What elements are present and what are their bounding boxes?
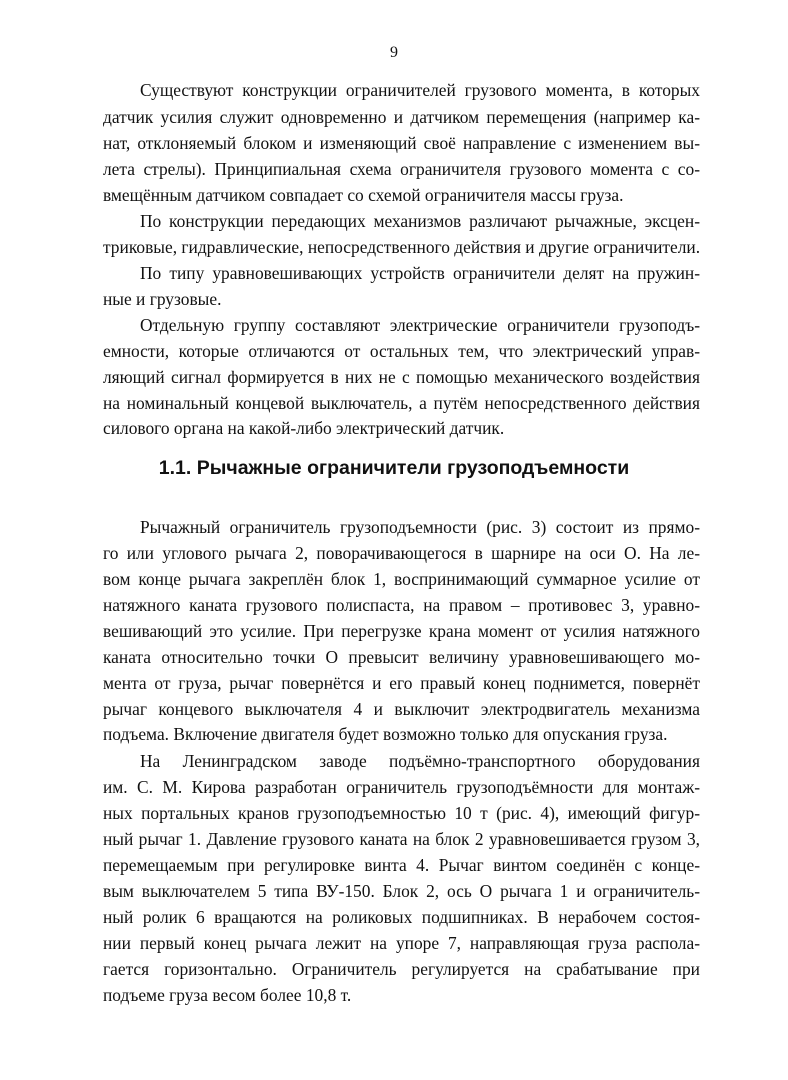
text-line: Рычажный ограничитель грузоподъемности (рис. 3) состоит из прямо-	[140, 517, 700, 537]
text-line: вым выключателем 5 типа ВУ-150. Блок 2, ось О рычага 1 и ограничитель-	[103, 881, 700, 901]
text-line: каната относительно точки О превысит величину уравновешивающего мо-	[103, 647, 700, 667]
text-line: ные и грузовые.	[103, 289, 222, 309]
text-line: ляющий сигнал формируется в них не с помощью механического воздействия	[103, 367, 700, 387]
text-line: подъеме груза весом более 10,8 т.	[103, 985, 352, 1005]
text-line: гается горизонтально. Ограничитель регулируется на срабатывание при	[103, 959, 700, 979]
text-line: Существуют конструкции ограничителей грузового момента, в которых	[140, 80, 700, 100]
page-number: 9	[390, 44, 398, 61]
text-line: лета стрелы). Принципиальная схема ограничителя грузового момента с со-	[103, 159, 700, 179]
text-line: датчик усилия служит одновременно и датчиком перемещения (например ка-	[103, 107, 700, 127]
text-line: На Ленинградском заводе подъёмно-транспортного оборудования	[140, 751, 700, 771]
text-line: Отдельную группу составляют электрические ограничители грузоподъ-	[140, 315, 700, 335]
text-line: По конструкции передающих механизмов различают рычажные, эксцен-	[140, 211, 700, 231]
text-line: го или углового рычага 2, поворачивающегося в шарнире на оси О. На ле-	[103, 543, 700, 563]
text-line: нии первый конец рычага лежит на упоре 7, направляющая груза распола-	[103, 933, 700, 953]
text-line: мента от груза, рычаг повернётся и его правый конец поднимется, повернёт	[103, 673, 700, 693]
text-line: По типу уравновешивающих устройств ограничители делят на пружин-	[140, 263, 700, 283]
text-line: рычаг концевого выключателя 4 и выключит электродвигатель механизма	[103, 699, 700, 719]
text-line: нат, отклоняемый блоком и изменяющий своё направление с изменением вы-	[103, 133, 700, 153]
text-line: вмещённым датчиком совпадает со схемой ограничителя массы груза.	[103, 185, 624, 205]
text-line: им. С. М. Кирова разработан ограничитель грузоподъёмности для монтаж-	[103, 777, 700, 797]
text-line: ных портальных кранов грузоподъемностью 10 т (рис. 4), имеющий фигур-	[103, 803, 700, 823]
text-line: на номинальный концевой выключатель, а путём непосредственного действия	[103, 393, 700, 413]
text-line: вешивающий это усилие. При перегрузке крана момент от усилия натяжного	[103, 621, 700, 641]
text-line: подъема. Включение двигателя будет возможно только для опускания груза.	[103, 724, 668, 744]
text-line: ный рычаг 1. Давление грузового каната на блок 2 уравновешивается грузом 3,	[103, 829, 700, 849]
text-line: силового органа на какой-либо электрический датчик.	[103, 418, 505, 438]
section-heading: 1.1. Рычажные ограничители грузоподъемности	[158, 457, 630, 479]
text-line: емности, которые отличаются от остальных тем, что электрический управ-	[103, 341, 700, 361]
text-line: натяжного каната грузового полиспаста, на правом – противовес 3, уравно-	[103, 595, 700, 615]
text-line: ный ролик 6 вращаются на роликовых подшипниках. В нерабочем состоя-	[103, 907, 700, 927]
text-line: вом конце рычага закреплён блок 1, воспринимающий суммарное усилие от	[103, 569, 700, 589]
text-line: триковые, гидравлические, непосредственного действия и другие ограничители.	[103, 237, 701, 257]
text-line: перемещаемым при регулировке винта 4. Рычаг винтом соединён с конце-	[103, 855, 700, 875]
